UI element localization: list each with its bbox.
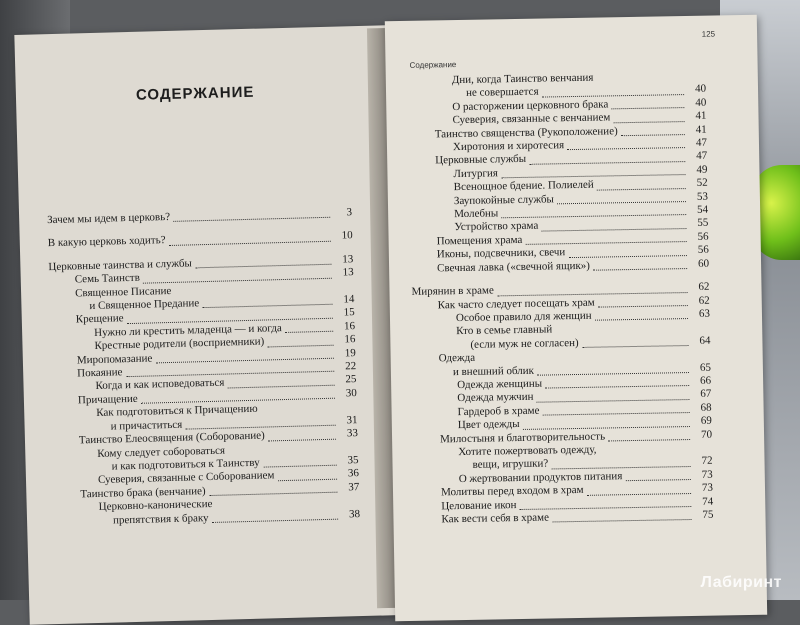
toc-page-number: 49: [696, 163, 708, 176]
toc-entry-label: Священное Писание: [74, 284, 172, 300]
toc-page-number: 54: [697, 203, 709, 216]
toc-page-number: 56: [697, 230, 709, 243]
toc-entry-label: Семь Таинств: [74, 271, 140, 286]
right-page: [385, 15, 767, 621]
toc-page-number: 22: [344, 360, 357, 373]
toc-entry-label: Кому следует собороваться: [97, 444, 226, 460]
toc-entry-label: Причащение: [77, 392, 138, 407]
running-head: Содержание: [409, 60, 457, 70]
toc-page-number: 72: [701, 455, 713, 468]
toc-page-number: 30: [345, 387, 357, 400]
toc-entry-label-cont: и Священное Предание: [89, 297, 200, 313]
toc-page-number: 66: [700, 374, 712, 387]
page-number: 125: [701, 29, 716, 39]
toc-entry-label: Заупокойные службы: [453, 193, 555, 207]
toc-entry-label: Когда и как исповедоваться: [95, 377, 225, 393]
toc-page-number: 41: [695, 109, 707, 123]
toc-page-number: 16: [344, 333, 356, 346]
toc-page-number: 52: [696, 176, 708, 190]
toc-page-number: 62: [698, 294, 710, 307]
toc-entry-label-cont: вещи, игрушки?: [472, 457, 549, 472]
toc-entry-label: Иконы, подсвечники, свечи: [436, 246, 566, 261]
toc-entry-label: Церковные таинства и службы: [48, 257, 193, 273]
toc-entry-label: Таинство священства (Рукоположение): [434, 124, 618, 141]
toc-page-number: 62: [698, 280, 710, 293]
toc-page-number: 13: [342, 266, 354, 279]
toc-page-number: 60: [697, 257, 710, 270]
toc-page-number: 35: [347, 454, 359, 467]
toc-page-number: 55: [697, 217, 709, 230]
toc-entry-label: Хотите пожертвовать одежду,: [458, 443, 597, 459]
toc-page-number: 37: [348, 480, 360, 494]
toc-right: [408, 70, 714, 528]
toc-entry-label: Молебны: [454, 207, 499, 221]
toc-entry-label: Таинство брака (венчание): [80, 484, 206, 501]
left-page: [14, 25, 401, 625]
toc-page-number: 68: [700, 401, 712, 414]
toc-entry-label-cont: и как подготовиться к Таинству: [111, 456, 260, 473]
toc-entry-label: Гардероб в храме: [457, 404, 540, 418]
toc-page-number: 64: [699, 334, 711, 347]
toc-page-number: 16: [343, 319, 356, 333]
toc-entry-label: О расторжении церковного брака: [452, 98, 609, 113]
toc-entry-label: Как вести себя в храме: [441, 511, 550, 526]
toc-page-number: 73: [701, 468, 713, 481]
toc-page-number: 74: [702, 495, 714, 508]
toc-entry-label-cont: и причаститься: [110, 418, 183, 433]
toc-entry-label: Кто в семье главный: [456, 323, 553, 338]
toc-entry-label: Как часто следует посещать храм: [437, 296, 595, 311]
toc-page-number: 25: [345, 373, 357, 386]
toc-entry-label: Всенощное бдение. Полиелей: [453, 178, 594, 194]
toc-page-number: 53: [696, 190, 709, 203]
toc-entry-label: Суеверия, связанные с Соборованием: [97, 469, 275, 487]
toc-page-number: 31: [346, 413, 358, 427]
toc-entry-label: Одежда: [438, 351, 476, 365]
toc-page-number: 40: [694, 83, 707, 96]
toc-entry-label: Миропомазание: [76, 352, 153, 367]
toc-entry-label: Одежда мужчин: [457, 391, 534, 405]
toc-page-number: 14: [343, 293, 355, 306]
toc-page-number: 33: [346, 427, 359, 440]
toc-page-number: 69: [700, 414, 712, 427]
toc-entry-label: Церковно-канонические: [98, 498, 213, 514]
toc-entry-label: Крестные родители (восприемники): [94, 335, 265, 353]
toc-entry-label: Зачем мы идем в церковь?: [47, 210, 171, 227]
toc-entry-label: Мирянин в храме: [411, 284, 494, 298]
toc-entry-label: Свечная лавка («свечной ящик»): [437, 259, 591, 275]
toc-entry-label: Литургия: [453, 167, 499, 180]
toc-entry-label: Особое правило для женщин: [455, 309, 592, 324]
toc-page-number: 41: [695, 123, 707, 136]
toc-page-number: 10: [341, 229, 353, 242]
toc-entry-label-cont: (если муж не согласен): [470, 336, 579, 351]
toc-entry-label: Дни, когда Таинство венчания: [451, 71, 594, 87]
page-title: СОДЕРЖАНИЕ: [135, 83, 255, 104]
toc-page-number: 3: [346, 206, 353, 219]
toc-entry-label: Как подготовиться к Причащению: [96, 403, 258, 420]
toc-page-number: 73: [701, 481, 714, 495]
watermark-logo: Лабиринт: [700, 574, 782, 591]
toc-page-number: 56: [697, 243, 709, 257]
toc-entry-label: Покаяние: [77, 366, 123, 380]
toc-entry-label: Милостыня и благотворительность: [439, 430, 606, 445]
toc-page-number: 36: [347, 467, 360, 480]
toc-page-number: 13: [342, 252, 354, 266]
toc-entry-label: Хиротония и хиротесия: [452, 139, 565, 154]
toc-entry-label: О жертвовании продуктов питания: [458, 469, 623, 485]
toc-entry-label: Целование икон: [441, 498, 517, 512]
toc-entry-label: Нужно ли крестить младенца — и когда: [94, 321, 282, 339]
toc-entry-label: Одежда женщины: [457, 377, 543, 392]
toc-entry-label: Крещение: [75, 312, 124, 326]
toc-entry-label: Церковные службы: [435, 153, 527, 167]
toc-entry-label: Таинство Елеосвящения (Соборование): [78, 429, 265, 447]
toc-page-number: 63: [698, 307, 711, 320]
toc-entry-label: Устройство храма: [454, 220, 539, 234]
toc-entry-label: Цвет одежды: [457, 418, 520, 432]
toc-page-number: 47: [695, 136, 708, 149]
toc-entry-label-cont: препятствия к браку: [112, 511, 209, 527]
toc-page-number: 40: [695, 96, 707, 109]
toc-entry-label: Помещения храма: [436, 233, 523, 248]
toc-left: [47, 206, 360, 529]
toc-page-number: 75: [702, 508, 714, 521]
toc-page-number: 38: [348, 507, 361, 520]
toc-page-number: 65: [699, 361, 711, 374]
toc-page-number: 15: [343, 306, 355, 319]
toc-entry-label-cont: и внешний облик: [452, 364, 535, 378]
toc-entry-label: В какую церковь ходить?: [47, 234, 166, 250]
toc-page-number: 47: [696, 150, 708, 163]
toc-page-number: 67: [700, 387, 712, 401]
toc-page-number: 19: [344, 346, 356, 360]
toc-page-number: 70: [700, 428, 713, 441]
toc-entry-label: Суеверия, связанные с венчанием: [452, 111, 611, 127]
toc-entry-label: Молитвы перед входом в храм: [440, 484, 584, 499]
toc-entry-label-cont: не совершается: [465, 86, 539, 100]
